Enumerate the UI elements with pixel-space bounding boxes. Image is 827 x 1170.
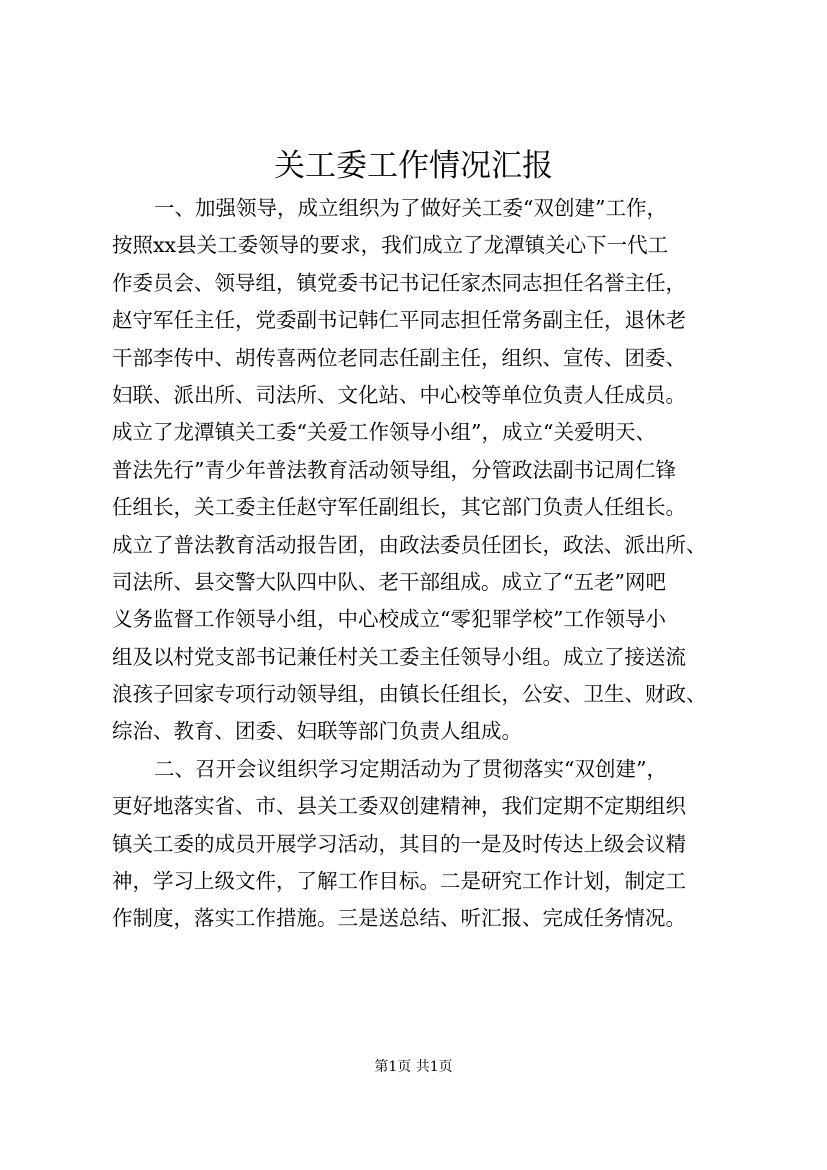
paragraph-line: 普法先行”青少年普法教育活动领导组，分管政法副书记周仁锋 [112,457,676,482]
paragraph-line: 二、召开会议组织学习定期活动为了贯彻落实“双创建”， [154,756,667,781]
paragraph-line: 司法所、县交警大队四中队、老干部组成。成立了“五老”网吧 [112,569,666,594]
paragraph-line: 赵守军任主任，党委副书记韩仁平同志担任常务副主任，退休老 [112,308,686,333]
paragraph-line: 任组长，关工委主任赵守军任副组长，其它部门负责人任组长。 [112,495,686,520]
paragraph-line: 作制度，落实工作措施。三是送总结、听汇报、完成任务情况。 [112,906,686,931]
document-title: 关工委工作情况汇报 [274,148,553,184]
paragraph-line: 成立了普法教育活动报告团，由政法委员任团长，政法、派出所、 [112,532,707,557]
paragraph-line: 更好地落实省、市、县关工委双创建精神，我们定期不定期组织 [112,794,686,819]
paragraph-line: 组及以村党支部书记兼任村关工委主任领导小组。成立了接送流 [112,644,686,669]
paragraph-line: 浪孩子回家专项行动领导组，由镇长任组长，公安、卫生、财政、 [112,682,707,707]
paragraph-line: 神，学习上级文件，了解工作目标。二是研究工作计划，制定工 [112,869,686,894]
paragraph-line: 妇联、派出所、司法所、文化站、中心校等单位负责人任成员。 [112,382,686,407]
document-body [112,190,772,938]
paragraph-line: 作委员会、领导组，镇党委书记书记任家杰同志担任名誉主任， [112,270,686,295]
paragraph-line: 一、加强领导，成立组织为了做好关工委“双创建”工作， [154,196,667,220]
paragraph-line: 综治、教育、团委、妇联等部门负责人组成。 [112,719,522,744]
paragraph-line: 干部李传中、胡传喜两位老同志任副主任，组织、宣传、团委、 [112,345,686,370]
paragraph-line: 镇关工委的成员开展学习活动，其目的一是及时传达上级会议精 [112,831,686,856]
paragraph-line: 成立了龙潭镇关工委“关爱工作领导小组”，成立“关爱明天、 [112,420,656,445]
page-number: 第1页 共1页 [374,1059,453,1075]
paragraph-line: 义务监督工作领导小组，中心校成立“零犯罪学校”工作领导小 [112,607,666,632]
paragraph-line: 按照xx县关工委领导的要求，我们成立了龙潭镇关心下一代工 [112,233,669,258]
